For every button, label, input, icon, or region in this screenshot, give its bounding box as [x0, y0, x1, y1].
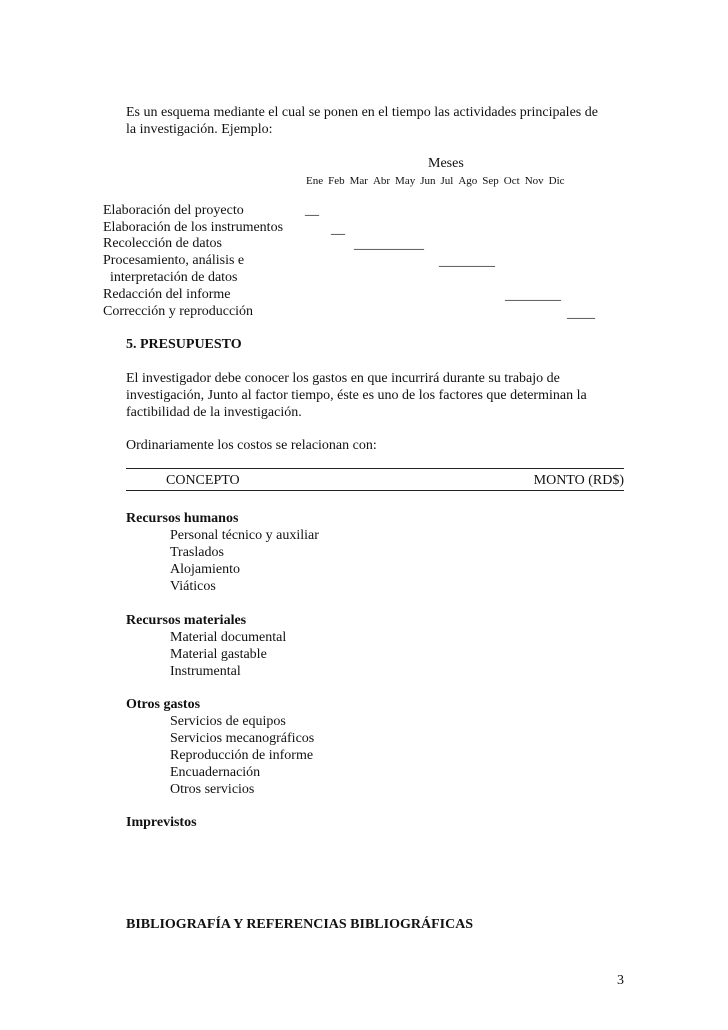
month-label: Dic [548, 175, 565, 187]
month-label: Nov [524, 175, 544, 187]
section-heading: 5. PRESUPUESTO [126, 337, 242, 352]
budget-item: Otros servicios [170, 782, 255, 797]
intro-line-1: Es un esquema mediante el cual se ponen en el tiempo las actividades principales de [126, 105, 598, 120]
column-header-concept: CONCEPTO [166, 473, 240, 488]
month-label: Feb [328, 175, 345, 187]
activity-bar: __ [331, 222, 345, 237]
budget-item: Personal técnico y auxiliar [170, 528, 319, 543]
budget-group-title: Recursos humanos [126, 511, 239, 526]
month-label: Sep [482, 175, 499, 187]
activity-label: interpretación de datos [103, 270, 238, 285]
month-label: Jun [420, 175, 436, 187]
bibliography-heading: BIBLIOGRAFÍA Y REFERENCIAS BIBLIOGRÁFICAS [126, 917, 474, 932]
activity-label: Recolección de datos [103, 236, 222, 251]
months-row [306, 173, 570, 190]
activity-bar: ________ [505, 288, 561, 303]
ordinary-costs-text: Ordinariamente los costos se relacionan con: [126, 438, 377, 453]
table-top-rule [126, 468, 624, 469]
page-number: 3 [617, 973, 624, 988]
column-header-amount: MONTO (RD$) [533, 473, 624, 488]
budget-item: Reproducción de informe [170, 748, 314, 763]
budget-item: Encuadernación [170, 765, 261, 780]
paragraph-line: investigación, Junto al factor tiempo, éste es uno de los factores que determinan la [126, 388, 587, 403]
budget-item: Viáticos [170, 579, 216, 594]
activity-label: Elaboración de los instrumentos [103, 220, 284, 235]
table-header-rule [126, 490, 624, 491]
budget-item: Material gastable [170, 647, 267, 662]
activity-label: Redacción del informe [103, 287, 231, 302]
intro-line-2: la investigación. Ejemplo: [126, 122, 273, 137]
budget-item: Alojamiento [170, 562, 240, 577]
budget-item: Instrumental [170, 664, 241, 679]
months-label: Meses [428, 156, 464, 171]
month-label: Ene [306, 175, 324, 187]
month-label: Abr [372, 175, 391, 187]
budget-item: Servicios de equipos [170, 714, 286, 729]
month-label: Mar [349, 175, 368, 187]
budget-item: Material documental [170, 630, 287, 645]
activity-label: Procesamiento, análisis e [103, 253, 245, 268]
budget-group-title: Imprevistos [126, 815, 197, 830]
month-label: Ago [458, 175, 478, 187]
paragraph-line: El investigador debe conocer los gastos en que incurrirá durante su trabajo de [126, 371, 560, 386]
month-label: Oct [503, 175, 520, 187]
paragraph-line: factibilidad de la investigación. [126, 405, 302, 420]
activity-bar: __________ [354, 237, 424, 252]
budget-item: Traslados [170, 545, 224, 560]
budget-item: Servicios mecanográficos [170, 731, 315, 746]
month-label: May [395, 175, 416, 187]
budget-group-title: Otros gastos [126, 697, 201, 712]
month-label: Jul [440, 175, 454, 187]
activity-bar: __ [305, 203, 319, 218]
budget-group-title: Recursos materiales [126, 613, 247, 628]
activity-label: Corrección y reproducción [103, 304, 254, 319]
activity-label: Elaboración del proyecto [103, 203, 244, 218]
activity-bar: ________ [439, 254, 495, 269]
activity-bar: ____ [567, 306, 595, 321]
